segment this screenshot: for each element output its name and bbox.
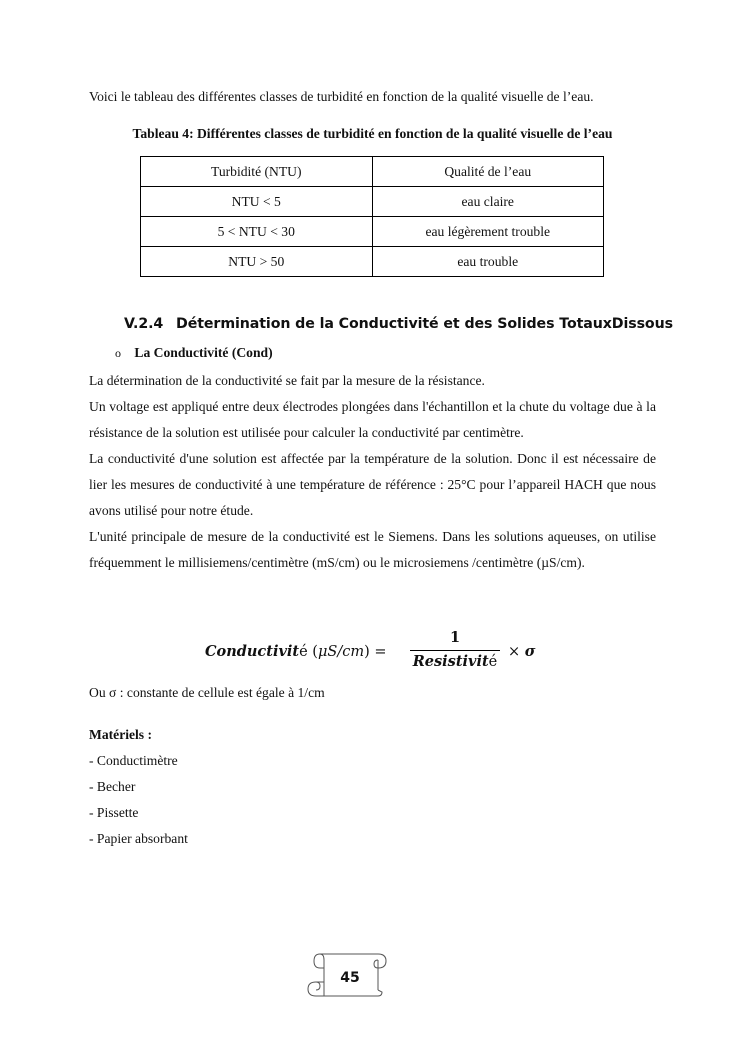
table-row — [141, 247, 604, 277]
list-item: - Conductimètre — [89, 753, 178, 768]
paragraph: Un voltage est appliqué entre deux électrodes plongées dans l'échantillon et la chute du voltage due à la résistance de la solution est utilisée pour calculer la conductivité par centimètre. — [89, 399, 656, 440]
table-cell: eau légèrement trouble — [372, 217, 604, 247]
formula-numerator: 1 — [449, 629, 461, 646]
table-row — [141, 217, 604, 247]
conductivity-formula — [205, 626, 545, 682]
list-item: - Papier absorbant — [89, 831, 188, 846]
page-number: 45 — [340, 970, 360, 986]
body-text — [89, 368, 656, 576]
table-cell: eau claire — [372, 187, 604, 217]
formula-rhs: × σ — [508, 643, 536, 660]
section-title: Détermination de la Conductivité et des Solides TotauxDissous — [176, 316, 673, 332]
materials-list — [89, 722, 188, 852]
table-caption: Tableau 4: Différentes classes de turbidité en fonction de la qualité visuelle de l’eau — [132, 126, 613, 141]
list-item: - Becher — [89, 779, 136, 794]
turbidity-table — [140, 156, 604, 277]
paragraph: La détermination de la conductivité se fait par la mesure de la résistance. — [89, 373, 485, 388]
subsection-heading — [115, 345, 273, 361]
table-row — [141, 187, 604, 217]
formula-fraction — [408, 626, 502, 673]
paragraph: La conductivité d'une solution est affectée par la température de la solution. Donc il est nécessaire de lier les mesures de conductivité à une température de référence : 25°C pour l’appareil HACH que nous avons utilisé pour notre étude. — [89, 451, 656, 518]
section-heading — [124, 316, 673, 332]
table-header-cell: Turbidité (NTU) — [141, 157, 373, 187]
paragraph: L'unité principale de mesure de la conductivité est le Siemens. Dans les solutions aqueuses, on utilise fréquemment le millisiemens/centimètre (mS/cm) ou le microsiemens /centimètre (µS/cm). — [89, 529, 656, 570]
materials-title: Matériels : — [89, 727, 153, 742]
section-number: V.2.4 — [124, 316, 164, 332]
table-cell: NTU < 5 — [141, 187, 373, 217]
table-header-cell: Qualité de l’eau — [372, 157, 604, 187]
sigma-note: Ou σ : constante de cellule est égale à 1/cm — [89, 685, 325, 700]
list-item: - Pissette — [89, 805, 139, 820]
table-cell: eau trouble — [372, 247, 604, 277]
table-header-row — [141, 157, 604, 187]
table-cell: NTU > 50 — [141, 247, 373, 277]
subsection-title: La Conductivité (Cond) — [134, 345, 273, 360]
table-cell: 5 < NTU < 30 — [141, 217, 373, 247]
intro-paragraph: Voici le tableau des différentes classes de turbidité en fonction de la qualité visuelle de l’eau. — [89, 89, 594, 104]
formula-denominator: Resistivité — [412, 653, 498, 670]
formula-lhs: Conductivité (μS/cm) = — [205, 643, 387, 660]
bullet-icon: o — [115, 346, 121, 360]
page-number-badge — [306, 946, 388, 1004]
